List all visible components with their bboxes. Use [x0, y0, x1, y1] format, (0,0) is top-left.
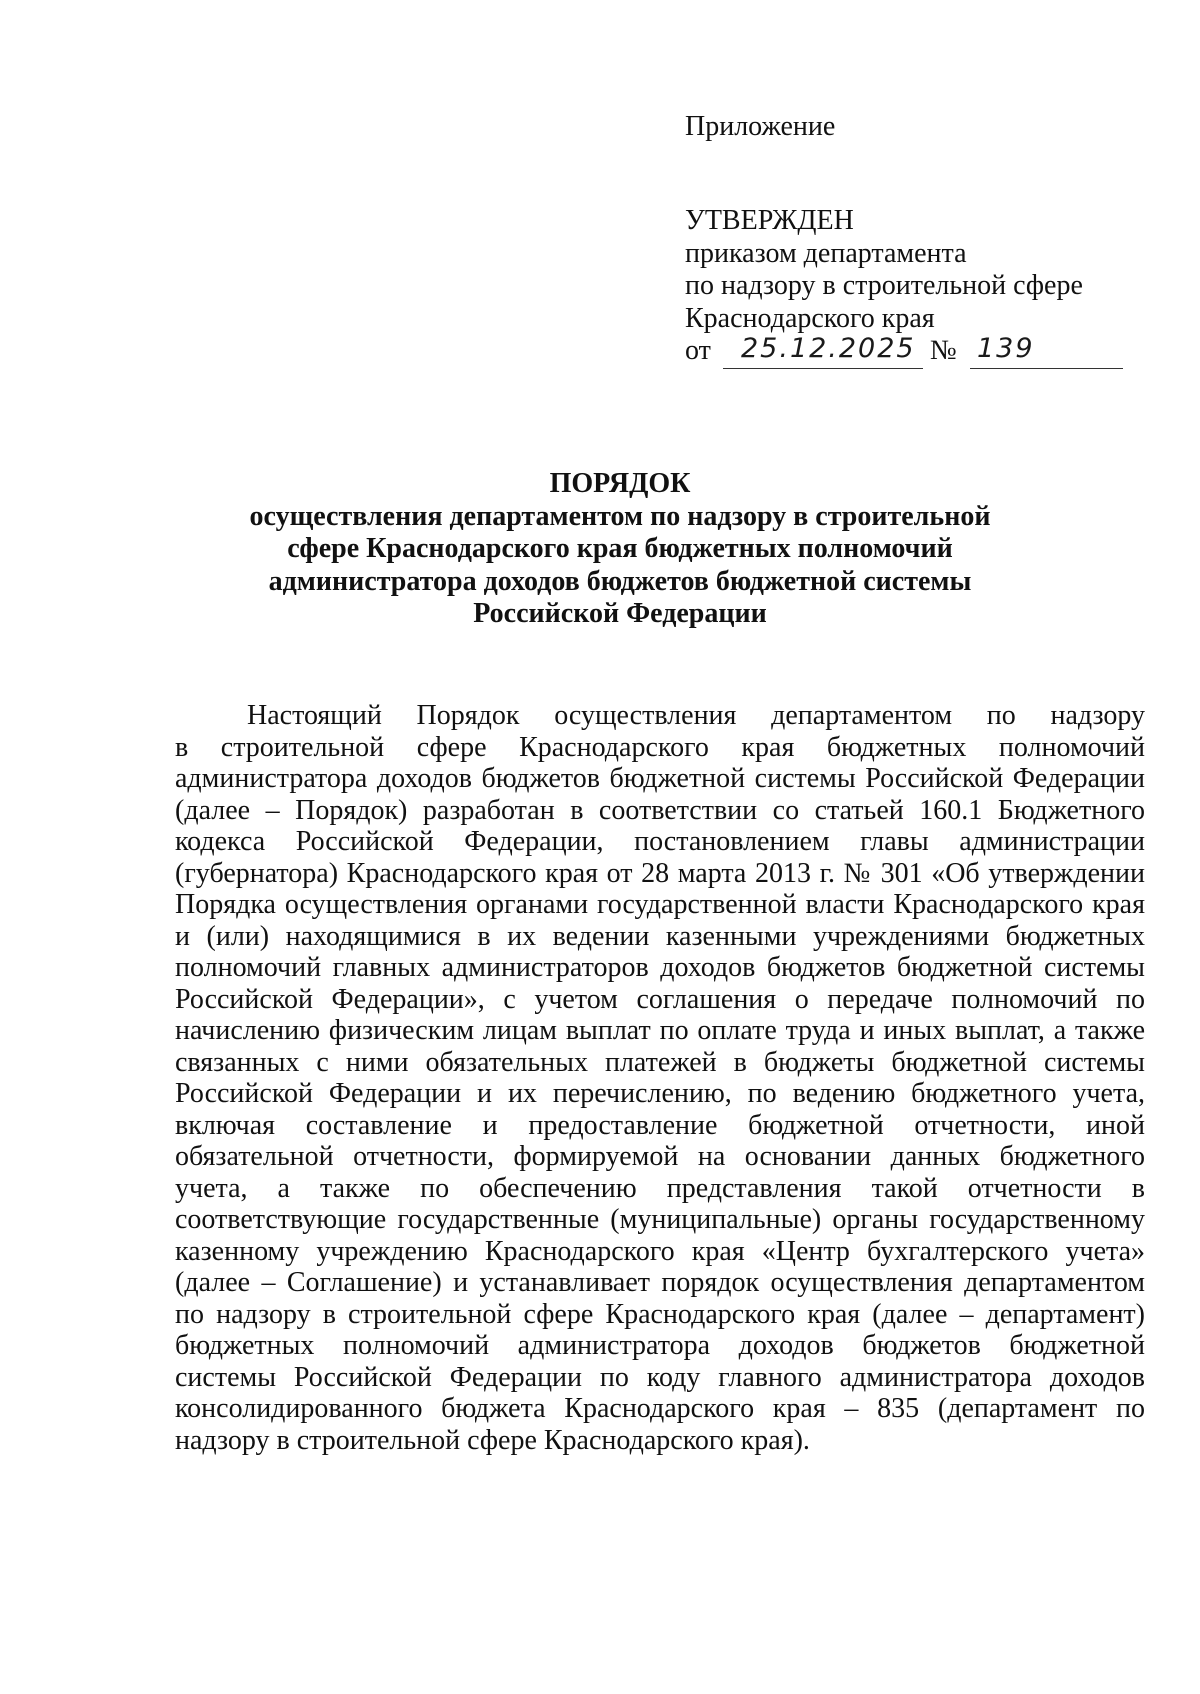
body-paragraph	[175, 700, 1145, 1456]
paragraph-line: в строительной сфере Краснодарского края бюджетных полномочий	[175, 731, 1145, 763]
approved-line: приказом департамента	[685, 237, 967, 269]
approved-stamp-label: УТВЕРЖДЕН	[685, 205, 854, 236]
approval-block	[685, 205, 1083, 371]
paragraph-line: соответствующие государственные (муниципальные) органы государственному	[175, 1204, 1145, 1235]
paragraph-line: и (или) находящимися в их ведении казенными учреждениями бюджетных	[175, 920, 1145, 952]
paragraph-line: связанных с ними обязательных платежей в бюджеты бюджетной системы	[175, 1046, 1145, 1078]
paragraph-line: начислению физическим лицам выплат по оплате труда и иных выплат, а также	[175, 1015, 1145, 1046]
paragraph-line: кодекса Российской Федерации, постановлением главы администрации	[175, 826, 1145, 857]
title-heading: ПОРЯДОК	[549, 468, 691, 499]
paragraph-line: включая составление и предоставление бюджетной отчетности, иной	[175, 1109, 1145, 1141]
appendix-label: Приложение	[685, 111, 836, 142]
paragraph-line: Российской Федерации и их перечислению, по ведению бюджетного учета,	[175, 1078, 1145, 1109]
paragraph-line: бюджетных полномочий администратора доходов бюджетов бюджетной	[175, 1330, 1145, 1361]
date-prefix: от	[685, 335, 711, 366]
paragraph-line: системы Российской Федерации по коду главного администратора доходов	[175, 1361, 1145, 1393]
paragraph-line: учета, а также по обеспечению представления такой отчетности в	[175, 1172, 1145, 1204]
paragraph-line: казенному учреждению Краснодарского края «Центр бухгалтерского учета»	[175, 1235, 1145, 1267]
paragraph-line: (далее – Порядок) разработан в соответствии со статьей 160.1 Бюджетного	[175, 794, 1145, 826]
paragraph-line: Российской Федерации», с учетом соглашения о передаче полномочий по	[175, 983, 1145, 1015]
approved-line: по надзору в строительной сфере	[685, 270, 1083, 301]
paragraph-line: обязательной отчетности, формируемой на основании данных бюджетного	[175, 1141, 1145, 1172]
paragraph-line: (губернатора) Краснодарского края от 28 марта 2013 г. № 301 «Об утверждении	[175, 857, 1145, 889]
handwritten-number: 139	[977, 333, 1035, 364]
title-line: сфере Краснодарского края бюджетных полномочий	[287, 533, 953, 564]
paragraph-line: полномочий главных администраторов доходов бюджетов бюджетной системы	[175, 952, 1145, 983]
handwritten-date: 25.12.2025	[741, 333, 916, 364]
number-underline	[970, 368, 1123, 369]
paragraph-line: Порядка осуществления органами государственной власти Краснодарского края	[175, 889, 1145, 920]
title-line: администратора доходов бюджетов бюджетной системы	[268, 565, 972, 597]
approved-line: Краснодарского края	[685, 302, 935, 334]
paragraph-line: по надзору в строительной сфере Краснодарского края (далее – департамент)	[175, 1298, 1145, 1330]
paragraph-line: консолидированного бюджета Краснодарского края – 835 (департамент по	[175, 1393, 1145, 1424]
title-line: осуществления департаментом по надзору в строительной	[249, 500, 991, 532]
paragraph-line: надзору в строительной сфере Краснодарского края).	[175, 1424, 810, 1456]
paragraph-line: (далее – Соглашение) и устанавливает порядок осуществления департаментом	[175, 1267, 1145, 1298]
paragraph-line: Настоящий Порядок осуществления департаментом по надзору	[247, 700, 1145, 731]
date-underline	[723, 368, 923, 369]
number-prefix: №	[930, 335, 957, 366]
document-title	[170, 468, 1070, 631]
title-line: Российской Федерации	[473, 598, 767, 629]
order-date-number-line	[685, 335, 1083, 371]
paragraph-line: администратора доходов бюджетов бюджетной системы Российской Федерации	[175, 763, 1145, 794]
